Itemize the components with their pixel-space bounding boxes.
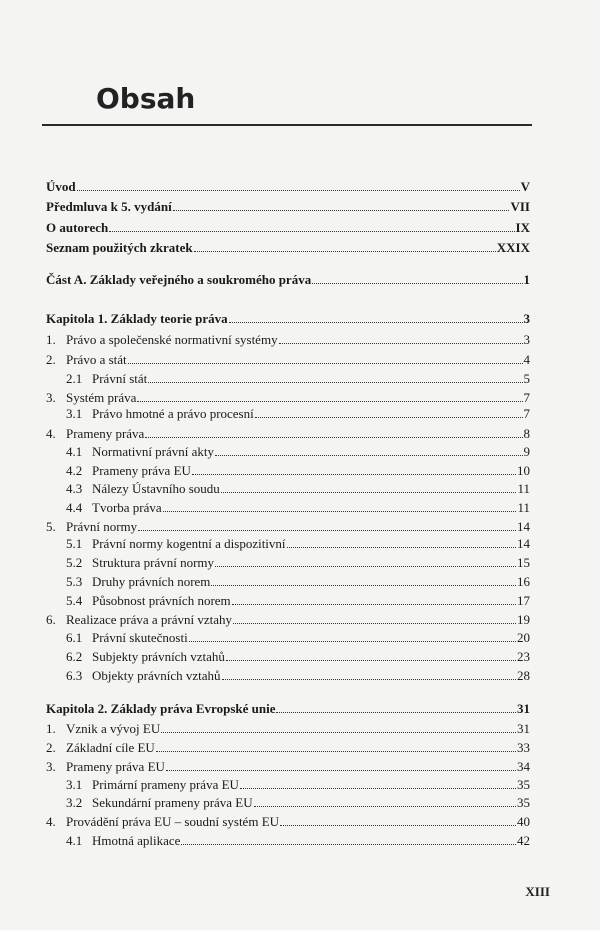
toc-entry-number: 4.1: [66, 833, 83, 848]
toc-entry-label: Prameny práva: [66, 426, 145, 441]
toc-entry-number: 6.: [46, 612, 56, 627]
leader-dots: [215, 565, 516, 567]
leader-dots: [163, 510, 517, 512]
toc-entry-page: 19: [517, 612, 530, 627]
leader-dots: [211, 584, 516, 586]
toc-entry-number: 3.1: [66, 777, 83, 792]
toc-entry-label: O autorech: [46, 220, 109, 235]
toc-entry-page: V: [520, 179, 530, 194]
toc-entry-number: 4.2: [66, 463, 83, 478]
toc-entry-label: Kapitola 1. Základy teorie práva: [46, 311, 228, 326]
toc-entry: [46, 239, 530, 255]
leader-dots: [128, 362, 523, 364]
leader-dots: [145, 436, 522, 438]
toc-entry-number: 3.: [46, 390, 56, 405]
leader-dots: [137, 400, 522, 402]
leader-dots: [232, 603, 516, 605]
leader-dots: [229, 321, 523, 323]
toc-entry-page: 3: [523, 332, 530, 347]
toc-entry-number: 3.: [46, 759, 56, 774]
leader-dots: [192, 473, 516, 475]
toc-entry-number: 4.3: [66, 481, 83, 496]
leader-dots: [194, 250, 496, 252]
toc-entry-label: Úvod: [46, 179, 76, 194]
toc-entry: [46, 425, 530, 441]
toc-entry: [66, 370, 530, 386]
toc-entry-number: 4.4: [66, 500, 83, 515]
toc-entry-number: 3.1: [66, 406, 83, 421]
leader-dots: [148, 381, 522, 383]
toc-entry: [66, 443, 530, 459]
toc-entry-number: 1.: [46, 332, 56, 347]
toc-entry-label: Struktura právní normy: [92, 555, 215, 570]
toc-entry: [66, 592, 530, 608]
toc-entry-number: 5.: [46, 519, 56, 534]
toc-entry: [66, 554, 530, 570]
toc-entry: [46, 310, 530, 326]
toc-entry-label: Právní stát: [92, 371, 148, 386]
leader-dots: [255, 416, 523, 418]
toc-entry-label: Prameny práva EU: [66, 759, 165, 774]
toc-entry-label: Subjekty právních vztahů: [92, 649, 225, 664]
leader-dots: [312, 282, 522, 284]
toc-entry-number: 2.1: [66, 371, 83, 386]
leader-dots: [287, 546, 516, 548]
toc-entry: [66, 480, 530, 496]
toc-entry: [46, 331, 530, 347]
leader-dots: [222, 678, 516, 680]
toc-entry-page: 3: [523, 311, 530, 326]
toc-entry: [46, 518, 530, 534]
toc-entry: [46, 351, 530, 367]
toc-entry: [46, 611, 530, 627]
toc-entry-page: 7: [523, 390, 530, 405]
toc-entry-page: 14: [517, 536, 530, 551]
leader-dots: [280, 824, 516, 826]
toc-entry-number: 5.4: [66, 593, 83, 608]
toc-entry-page: 9: [523, 444, 530, 459]
toc-entry: [66, 405, 530, 421]
toc-entry-label: Objekty právních vztahů: [92, 668, 221, 683]
toc-entry-page: 8: [523, 426, 530, 441]
toc-entry-page: VII: [510, 199, 530, 214]
page-title: Obsah: [96, 82, 196, 115]
toc-entry-page: 35: [517, 795, 530, 810]
toc-entry: [46, 720, 530, 736]
toc-entry-label: Druhy právních norem: [92, 574, 211, 589]
toc-entry-number: 6.3: [66, 668, 83, 683]
toc-entry-label: Nálezy Ústavního soudu: [92, 481, 220, 496]
toc-entry: [46, 700, 530, 716]
toc-entry-label: Právní normy: [66, 519, 138, 534]
toc-entry-page: 42: [517, 833, 530, 848]
toc-entry-page: 4: [523, 352, 530, 367]
toc-entry-page: 17: [517, 593, 530, 608]
toc-entry-label: Vznik a vývoj EU: [66, 721, 161, 736]
toc-entry-page: 14: [517, 519, 530, 534]
toc-entry: [46, 178, 530, 194]
toc-entry-page: 5: [523, 371, 530, 386]
toc-entry-label: Normativní právní akty: [92, 444, 215, 459]
toc-entry-label: Právo hmotné a právo procesní: [92, 406, 254, 421]
toc-entry-label: Realizace práva a právní vztahy: [66, 612, 233, 627]
toc-entry: [66, 832, 530, 848]
toc-entry-number: 4.: [46, 814, 56, 829]
toc-entry-label: Právní normy kogentní a dispozitivní: [92, 536, 286, 551]
leader-dots: [233, 622, 516, 624]
leader-dots: [254, 805, 516, 807]
toc-entry-number: 2.: [46, 740, 56, 755]
toc-entry-page: 10: [517, 463, 530, 478]
toc-entry-label: Kapitola 2. Základy práva Evropské unie: [46, 701, 276, 716]
toc-entry-label: Právo a společenské normativní systémy: [66, 332, 278, 347]
toc-entry-page: 33: [517, 740, 530, 755]
toc-entry: [46, 271, 530, 287]
leader-dots: [226, 659, 516, 661]
toc-entry: [46, 813, 530, 829]
toc-entry-page: 31: [517, 701, 530, 716]
toc-entry-label: Právní skutečnosti: [92, 630, 188, 645]
toc-entry-page: 15: [517, 555, 530, 570]
toc-entry: [46, 198, 530, 214]
leader-dots: [156, 750, 516, 752]
leader-dots: [109, 230, 514, 232]
toc-entry-page: 34: [517, 759, 530, 774]
toc-entry-page: 11: [517, 500, 530, 515]
leader-dots: [276, 711, 516, 713]
toc-entry-page: 23: [517, 649, 530, 664]
toc-entry-page: 28: [517, 668, 530, 683]
leader-dots: [138, 529, 516, 531]
toc-entry-page: 31: [517, 721, 530, 736]
toc-entry: [66, 776, 530, 792]
toc-entry-page: 20: [517, 630, 530, 645]
toc-entry-number: 6.2: [66, 649, 83, 664]
toc-entry-label: Provádění práva EU – soudní systém EU: [66, 814, 280, 829]
toc-entry-label: Seznam použitých zkratek: [46, 240, 193, 255]
leader-dots: [240, 787, 516, 789]
toc-entry: [66, 794, 530, 810]
leader-dots: [77, 189, 520, 191]
toc-entry-label: Část A. Základy veřejného a soukromého práva: [46, 272, 312, 287]
toc-entry: [46, 739, 530, 755]
leader-dots: [215, 454, 522, 456]
toc-entry: [46, 758, 530, 774]
toc-entry-number: 3.2: [66, 795, 83, 810]
toc-entry: [66, 648, 530, 664]
toc-entry-page: 16: [517, 574, 530, 589]
toc-entry-page: 40: [517, 814, 530, 829]
leader-dots: [181, 843, 516, 845]
toc-entry-page: 1: [523, 272, 530, 287]
leader-dots: [221, 491, 517, 493]
toc-entry-page: 35: [517, 777, 530, 792]
toc-entry: [46, 389, 530, 405]
toc-entry-label: Působnost právních norem: [92, 593, 231, 608]
toc-entry-number: 5.1: [66, 536, 83, 551]
toc-entry-number: 2.: [46, 352, 56, 367]
toc-entry-label: Právo a stát: [66, 352, 127, 367]
toc-entry-page: IX: [515, 220, 530, 235]
toc-entry: [66, 573, 530, 589]
toc-entry-label: Tvorba práva: [92, 500, 162, 515]
toc-entry-page: XXIX: [496, 240, 530, 255]
leader-dots: [189, 640, 516, 642]
page-number: XIII: [525, 884, 550, 899]
toc-entry-number: 5.2: [66, 555, 83, 570]
toc-entry-label: Primární prameny práva EU: [92, 777, 239, 792]
toc-entry: [66, 535, 530, 551]
toc-entry: [66, 462, 530, 478]
leader-dots: [173, 209, 510, 211]
toc-entry: [46, 219, 530, 235]
toc-entry-number: 4.1: [66, 444, 83, 459]
toc-entry-label: Předmluva k 5. vydání: [46, 199, 172, 214]
leader-dots: [161, 731, 516, 733]
toc-entry-page: 11: [517, 481, 530, 496]
toc-entry-number: 4.: [46, 426, 56, 441]
toc-entry-number: 5.3: [66, 574, 83, 589]
toc-entry-label: Prameny práva EU: [92, 463, 191, 478]
toc-entry-page: 7: [523, 406, 530, 421]
leader-dots: [166, 769, 516, 771]
toc-entry-label: Hmotná aplikace: [92, 833, 181, 848]
toc-entry-number: 6.1: [66, 630, 83, 645]
toc-entry-label: Základní cíle EU: [66, 740, 155, 755]
leader-dots: [279, 342, 523, 344]
toc-entry: [66, 499, 530, 515]
toc-entry-label: Sekundární prameny práva EU: [92, 795, 253, 810]
toc-entry: [66, 667, 530, 683]
toc-entry: [66, 629, 530, 645]
toc-entry-number: 1.: [46, 721, 56, 736]
toc-entry-label: Systém práva: [66, 390, 137, 405]
